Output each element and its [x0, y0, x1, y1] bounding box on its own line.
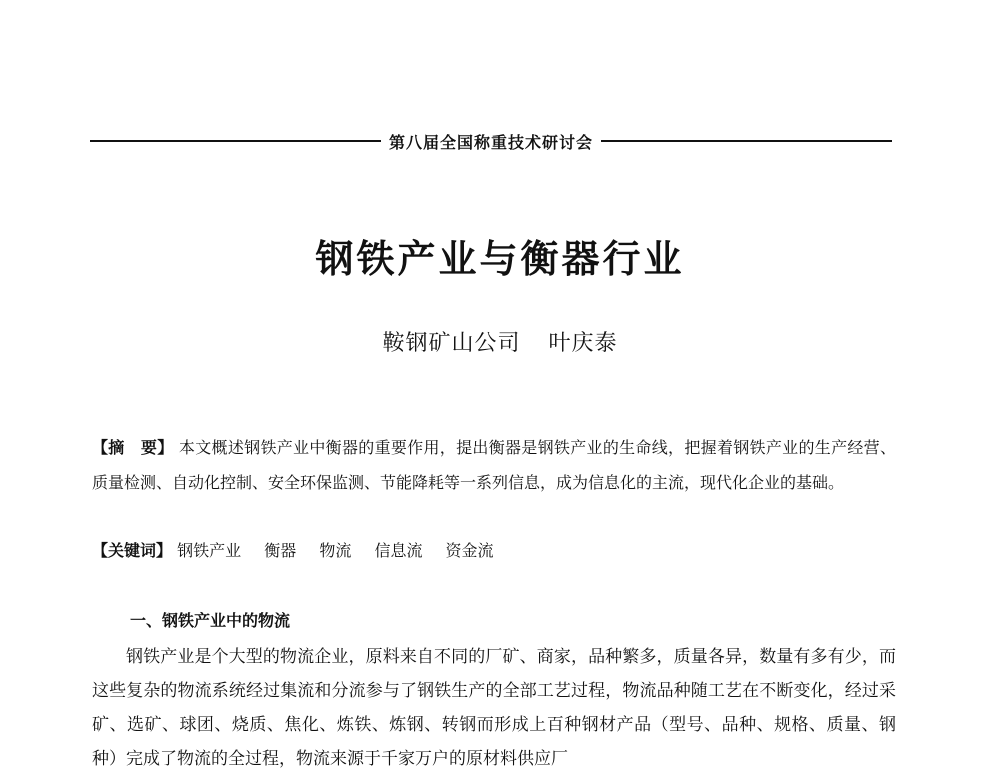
keyword: 信息流 [374, 541, 423, 560]
keywords-block [92, 536, 896, 566]
section-body: 钢铁产业是个大型的物流企业，原料来自不同的厂矿、商家，品种繁多，质量各异，数量有多有少，而这些复杂的物流系统经过集流和分流参与了钢铁生产的全部工艺过程，物流品种随工艺在不断变化，经过采矿、选矿、球团、烧质、焦化、炼铁、炼钢、转钢而形成上百种钢材产品（型号、品种、规格、质量、钢种）完成了物流的全过程，物流来源于千家万户的原材料供应厂 [92, 647, 896, 769]
header-rule-left [90, 140, 381, 142]
keyword: 衡器 [264, 541, 297, 560]
author-line [0, 326, 1000, 357]
author-name: 叶庆泰 [548, 331, 618, 356]
abstract-label: 【摘 要】 [92, 438, 174, 457]
keyword: 资金流 [445, 541, 494, 560]
section-heading: 一、钢铁产业中的物流 [130, 611, 291, 630]
keyword: 钢铁产业 [177, 541, 242, 560]
abstract-block [92, 430, 896, 500]
keyword: 物流 [319, 541, 352, 560]
keywords-label: 【关键词】 [92, 541, 173, 560]
conference-header [90, 126, 892, 156]
paper-title: 钢铁产业与衡器行业 [315, 236, 685, 281]
author-affiliation: 鞍钢矿山公司 [382, 331, 521, 356]
conference-name: 第八届全国称重技术研讨会 [389, 132, 594, 152]
header-rule-right [601, 140, 892, 142]
abstract-text: 本文概述钢铁产业中衡器的重要作用，提出衡器是钢铁产业的生命线，把握着钢铁产业的生产经营、质量检测、自动化控制、安全环保监测、节能降耗等一系列信息，成为信息化的主流，现代化企业的基础。 [92, 438, 896, 492]
